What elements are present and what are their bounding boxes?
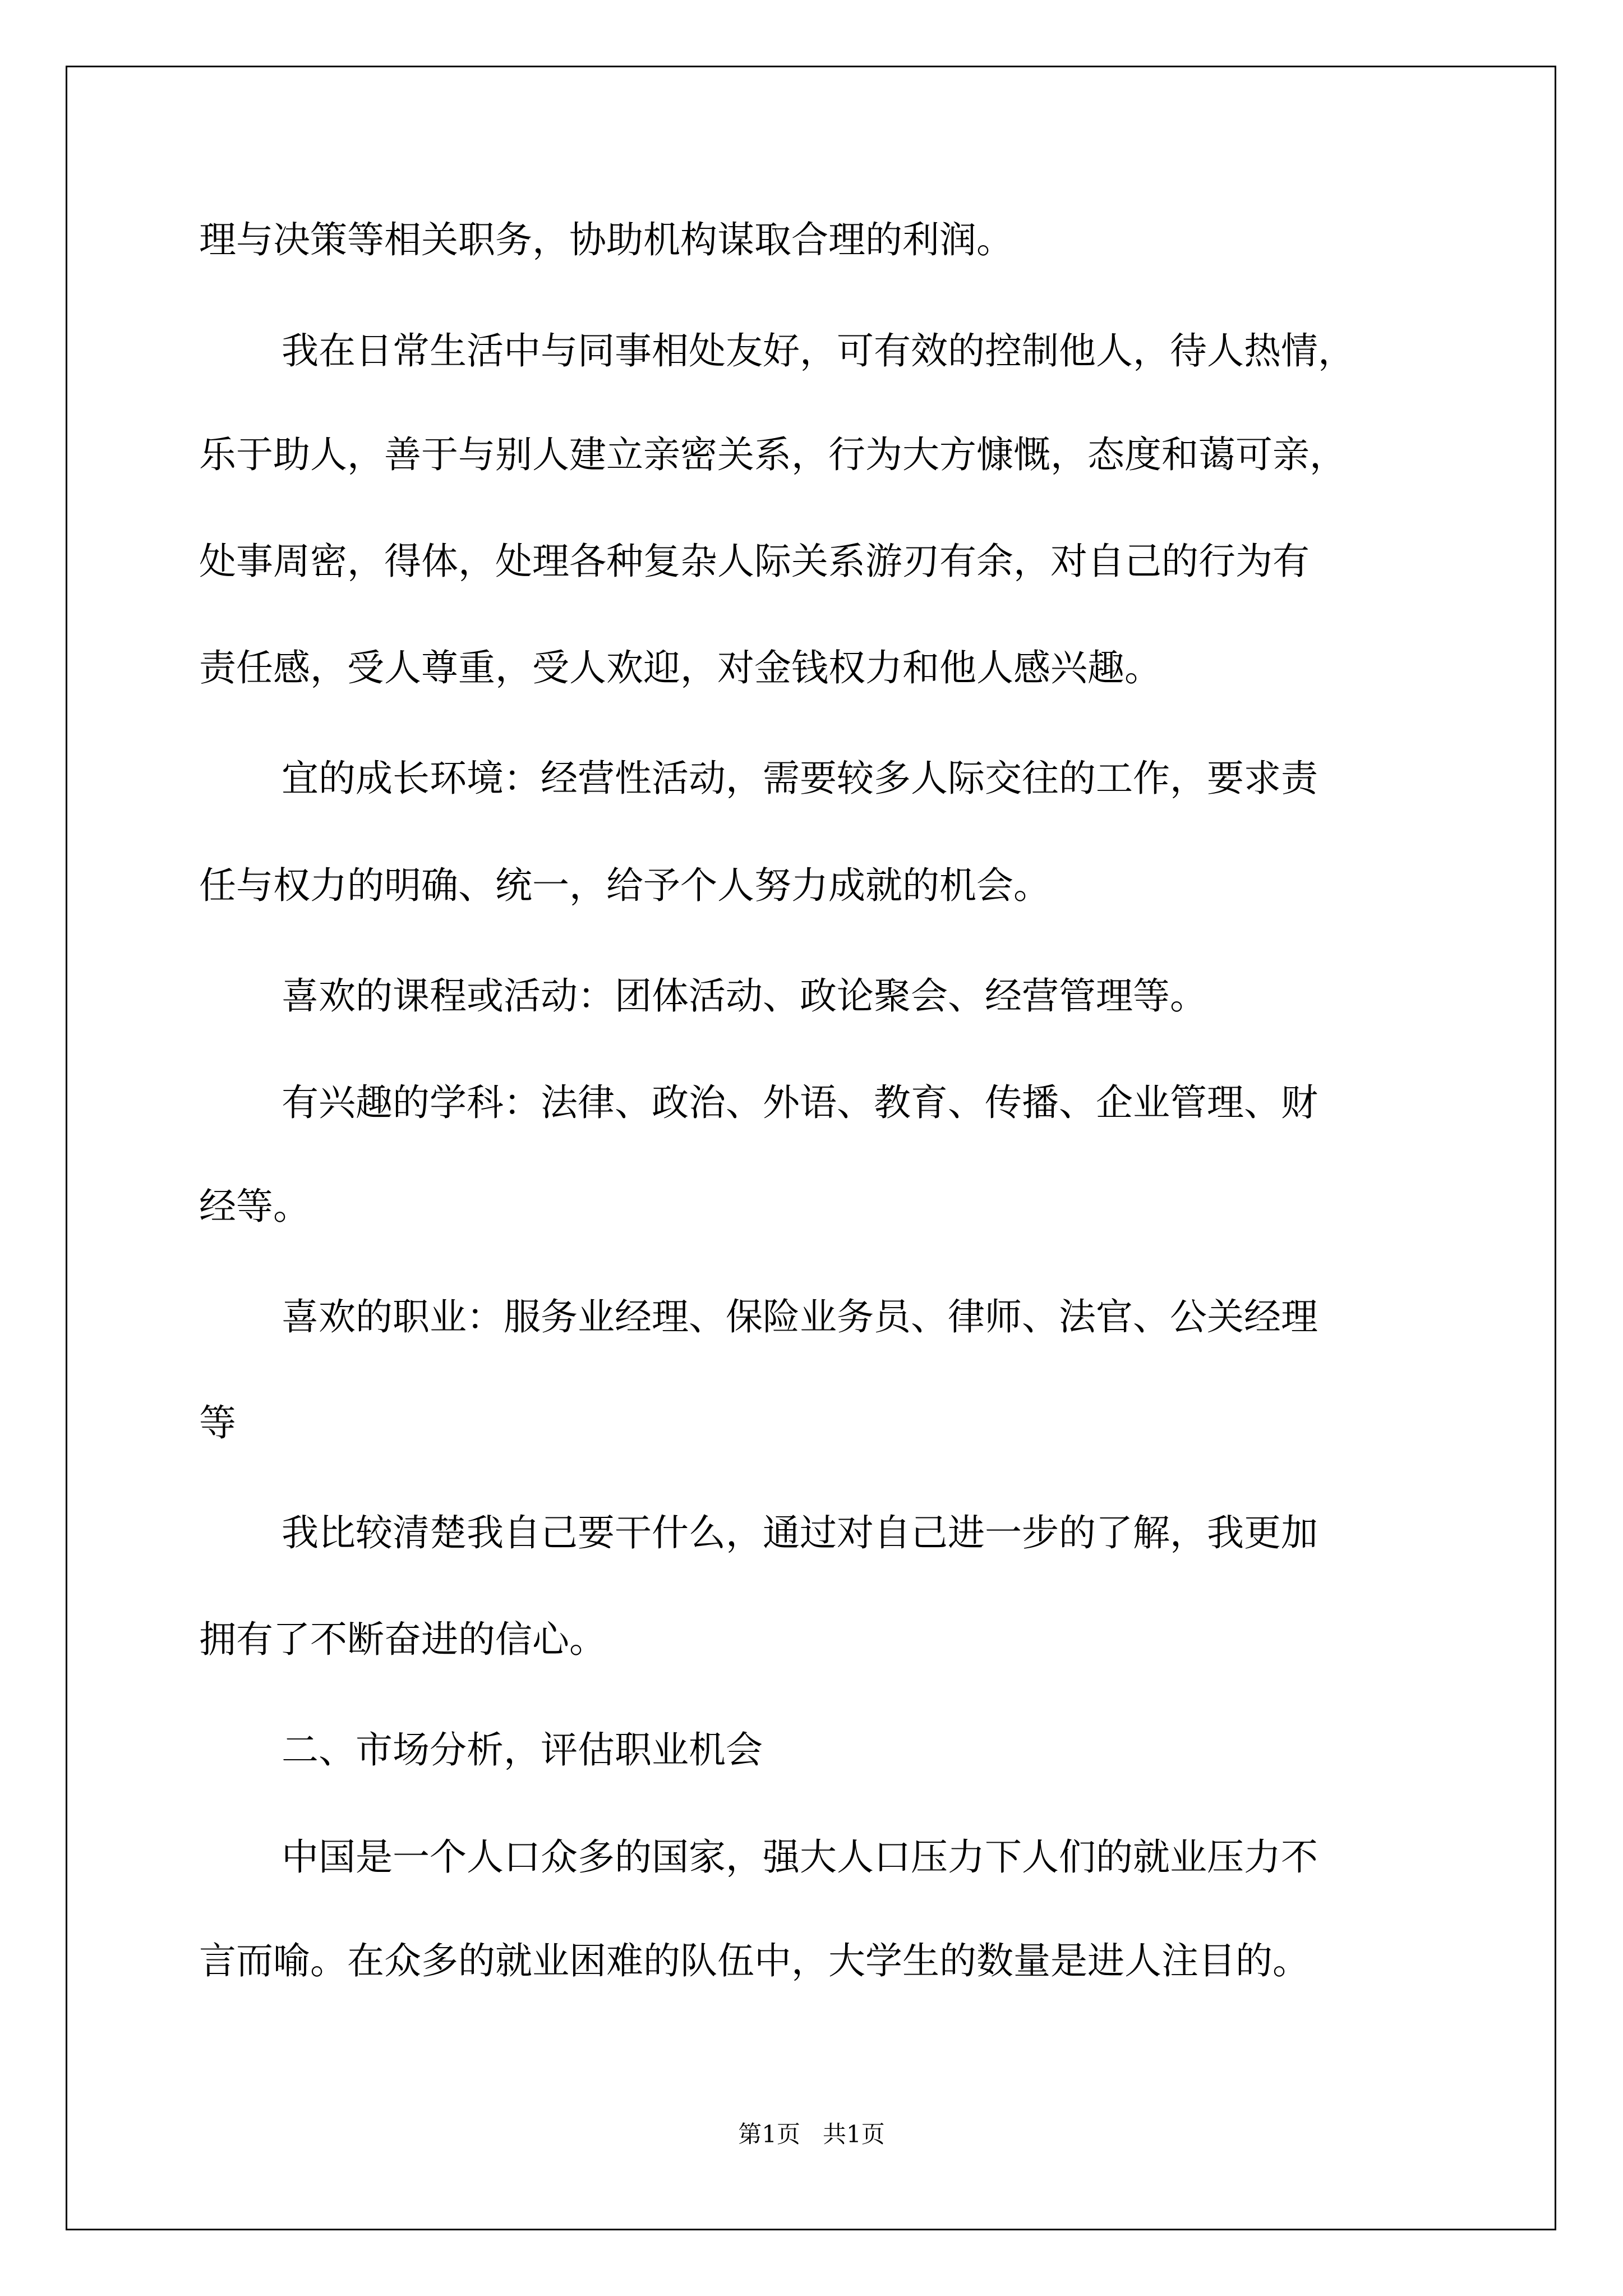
text-line: 言而喻。在众多的就业困难的队伍中，大学生的数量是进人注目的。 [199,1939,1310,1982]
text-line: 乐于助人，善于与别人建立亲密关系，行为大方慷慨，态度和蔼可亲， [199,433,1347,476]
page-border [66,66,1556,2230]
text-line: 责任感，受人尊重，受人欢迎，对金钱权力和他人感兴趣。 [199,646,1161,689]
text-line: 经等。 [199,1185,310,1228]
text-line: 等 [199,1401,236,1444]
text-line: 我在日常生活中与同事相处友好，可有效的控制他人，待人热情， [282,329,1355,372]
text-line: 中国是一个人口众多的国家，强大人口压力下人们的就业压力不 [282,1835,1318,1879]
text-line: 我比较清楚我自己要干什么，通过对自己进一步的了解，我更加 [282,1511,1318,1554]
text-line: 理与决策等相关职务，协助机构谋取合理的利润。 [199,218,1013,261]
text-line: 拥有了不断奋进的信心。 [199,1618,606,1661]
text-line: 任与权力的明确、统一，给予个人努力成就的机会。 [199,864,1050,907]
text-line: 喜欢的职业：服务业经理、保险业务员、律师、法官、公关经理 [282,1295,1318,1338]
text-line: 处事周密，得体，处理各种复杂人际关系游刃有余，对自己的行为有 [199,540,1310,583]
text-line: 宜的成长环境：经营性活动，需要较多人际交往的工作，要求责 [282,757,1318,800]
text-line: 有兴趣的学科：法律、政治、外语、教育、传播、企业管理、财 [282,1081,1318,1124]
section-heading: 二、市场分析，评估职业机会 [282,1728,763,1772]
text-line: 喜欢的课程或活动：团体活动、政论聚会、经营管理等。 [282,974,1207,1018]
page-footer: 第1页 共1页 [738,2120,885,2148]
